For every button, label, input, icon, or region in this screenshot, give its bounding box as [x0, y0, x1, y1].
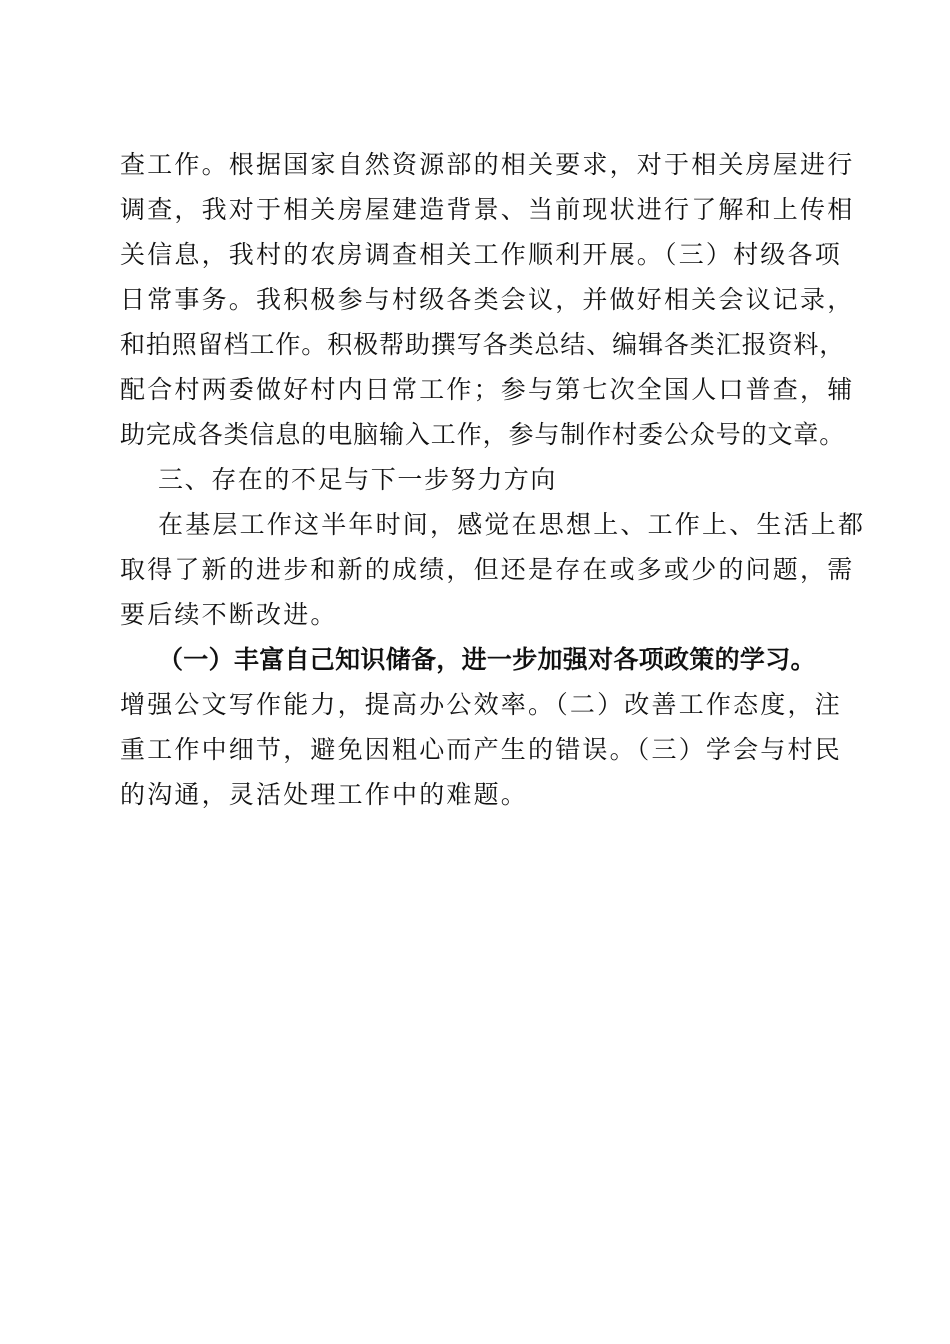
text-line: 要后续不断改进。 — [120, 600, 338, 629]
paragraph-improvements — [120, 637, 842, 817]
section-heading: 三、存在的不足与下一步努力方向 — [158, 465, 558, 494]
text-line: 在基层工作这半年时间，感觉在思想上、工作上、生活上都 — [158, 510, 866, 539]
text-line: 配合村两委做好村内日常工作；参与第七次全国人口普查，辅 — [120, 375, 855, 404]
text-line: 关信息，我村的农房调查相关工作顺利开展。（三）村级各项 — [120, 240, 842, 269]
paragraph-reflection — [120, 502, 866, 637]
text-line: 增强公文写作能力，提高办公效率。（二）改善工作态度，注 — [120, 690, 842, 719]
text-line: 取得了新的进步和新的成绩，但还是存在或多或少的问题，需 — [120, 555, 855, 584]
text-line: 重工作中细节，避免因粗心而产生的错误。（三）学会与村民 — [120, 735, 842, 764]
text-line: 助完成各类信息的电脑输入工作，参与制作村委公众号的文章。 — [120, 420, 846, 449]
text-line: 日常事务。我积极参与村级各类会议，并做好相关会议记录， — [120, 285, 855, 314]
paragraph-work-summary — [120, 142, 855, 457]
text-line: 和拍照留档工作。积极帮助撰写各类总结、编辑各类汇报资料， — [120, 330, 846, 359]
text-line: 查工作。根据国家自然资源部的相关要求，对于相关房屋进行 — [120, 150, 855, 179]
text-line: 的沟通，灵活处理工作中的难题。 — [120, 780, 529, 809]
text-line: 调查，我对于相关房屋建造背景、当前现状进行了解和上传相 — [120, 195, 855, 224]
text-line-bold: （一）丰富自己知识储备，进一步加强对各项政策的学习。 — [158, 645, 816, 674]
document-body — [120, 142, 866, 817]
